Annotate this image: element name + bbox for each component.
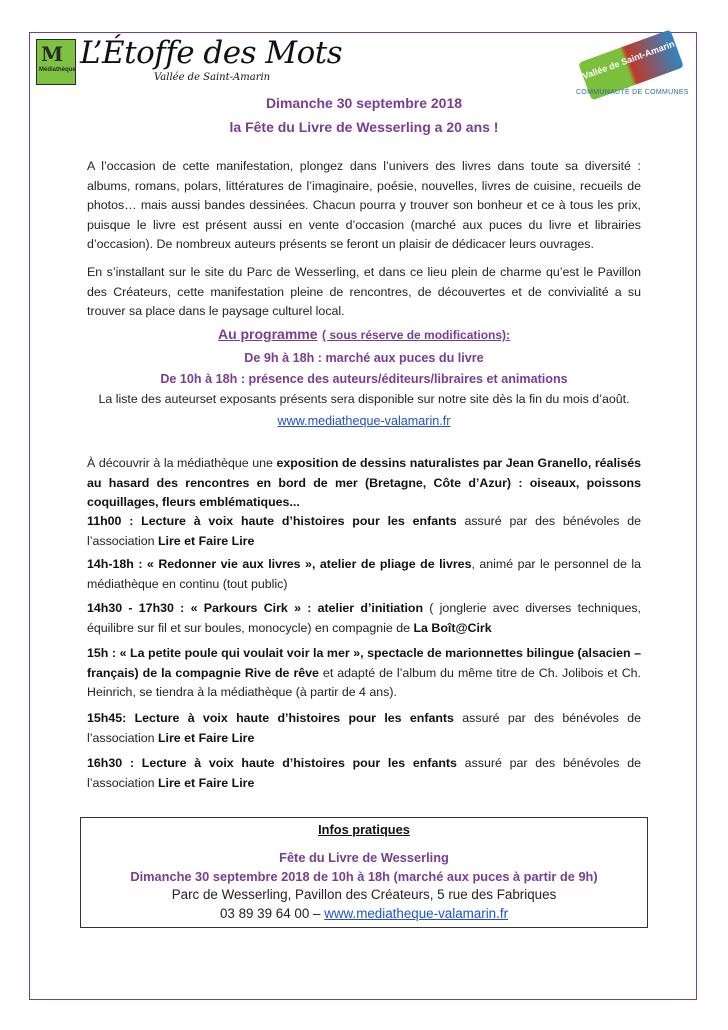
event-date-title: Dimanche 30 septembre 2018 [265, 95, 463, 111]
infos-website-link[interactable]: www.mediatheque-valamarin.fr [324, 906, 509, 921]
event-item [87, 512, 641, 551]
event-text: assuré par des bénévoles de l’association [87, 711, 642, 745]
event-main-title: la Fête du Livre de Wesserling a 20 ans ! [229, 119, 499, 135]
infos-address: Parc de Wesserling, Pavillon des Créateurs, 5 rue des Fabriques [171, 887, 557, 902]
logo-badge-label: Médiathèque [39, 67, 76, 73]
event-title: 11h00 : Lecture à voix haute d’histoires pour les enfants [87, 514, 457, 528]
event-title: 15h45: Lecture à voix haute d’histoires pour les enfants [87, 711, 454, 725]
infos-phone: 03 89 39 64 00 – [219, 906, 325, 921]
logo-title: L’Étoffe des Mots [80, 35, 343, 71]
infos-event-name: Fête du Livre de Wesserling [279, 850, 449, 865]
event-text: et adapté de l’album du même titre de Ch. Jolibois et Ch. Heinrich, se tiendra à la médiathèque (à partir de 4 ans). [87, 665, 641, 700]
event-organizer: La Boît@Cirk [413, 620, 492, 635]
event-organizer: Lire et Faire Lire [157, 730, 255, 745]
programme-note: La liste des auteurset exposants présents sera disponible sur notre site dès la fin du mois d’août. [98, 392, 630, 406]
event-organizer: Lire et Faire Lire [157, 533, 255, 548]
event-item [87, 709, 641, 748]
event-organizer: Lire et Faire Lire [157, 775, 255, 790]
programme-line-1: De 9h à 18h : marché aux puces du livre [244, 351, 484, 365]
logo-etoffe-des-mots [36, 35, 343, 97]
event-item [87, 599, 641, 638]
event-item [87, 555, 641, 594]
event-text: , animé par le personnel de la médiathèque en continu (tout public) [87, 557, 641, 591]
vallee-logo-name: Vallée de Saint-Amarin [581, 38, 676, 82]
programme-heading-note: ( sous réserve de modifications): [321, 328, 511, 342]
intro-paragraph-1: A l’occasion de cette manifestation, plongez dans l’univers des livres dans toute sa diversité : albums, romans, polars, littératures de l’imaginaire, poésie, nouvelles, livres de cuisine, recueils de photos… mais aussi bandes dessinées. Chacun pourra y trouver son bonheur et ce à tous les prix, puisque le livre est présent aussi en vente d’occasion (marché aux puces du livre et librairies d’occasion). De nombreux auteurs présents se feront un plaisir de dédicacer leurs ouvrages. [87, 159, 641, 252]
expo-paragraph [87, 454, 641, 513]
infos-contact [81, 906, 647, 921]
programme-website-link[interactable]: www.mediatheque-valamarin.fr [277, 414, 451, 428]
event-text: ( jonglerie avec diverses techniques, équilibre sur fil et sur boules, monocycle) en compagnie de [87, 601, 642, 635]
programme-heading-label: Au programme [217, 326, 318, 342]
event-title: 14h-18h : « Redonner vie aux livres », atelier de pliage de livres [87, 557, 472, 571]
event-item [87, 644, 641, 703]
expo-intro: À découvrir à la médiathèque une [87, 456, 277, 470]
event-title: 16h30 : Lecture à voix haute d’histoires pour les enfants [87, 756, 457, 770]
vallee-logo-sub: COMMUNAUTÉ DE COMMUNES [576, 89, 689, 96]
logo-mark: M [41, 42, 64, 66]
programme-line-2: De 10h à 18h : présence des auteurs/éditeurs/libraires et animations [160, 372, 568, 386]
intro-paragraph-2: En s’installant sur le site du Parc de Wesserling, et dans ce lieu plein de charme qu’est le Pavillon des Créateurs, cette manifestation pleine de rencontres, de découvertes et de convivialité a su trouver sa place dans le paysage culturel local. [87, 265, 641, 319]
event-title: 14h30 - 17h30 : « Parkours Cirk » : atelier d’initiation [87, 601, 424, 615]
infos-title: Infos pratiques [318, 822, 410, 837]
logo-subtitle: Vallée de Saint-Amarin [154, 72, 271, 83]
event-item [87, 754, 641, 793]
event-text: assuré par des bénévoles de l’association [87, 756, 642, 790]
event-text: assuré par des bénévoles de l’association [87, 514, 641, 548]
infos-pratiques-box [80, 817, 648, 928]
mediatheque-logo-icon [36, 39, 76, 85]
event-title: 15h : « La petite poule qui voulait voir la mer », spectacle de marionnettes bilingue (alsacien – français) de la compagnie Rive de rêve [87, 646, 641, 680]
infos-date-hours: Dimanche 30 septembre 2018 de 10h à 18h (marché aux puces à partir de 9h) [130, 869, 598, 884]
expo-bold: exposition de dessins naturalistes par Jean Granello, réalisés au hasard des rencontres en bord de mer (Bretagne, Côte d’Azur) : oiseaux, poissons coquillages, fleurs emblématiques... [87, 456, 641, 510]
logo-vallee-saint-amarin [570, 38, 690, 103]
programme-heading [0, 326, 728, 344]
